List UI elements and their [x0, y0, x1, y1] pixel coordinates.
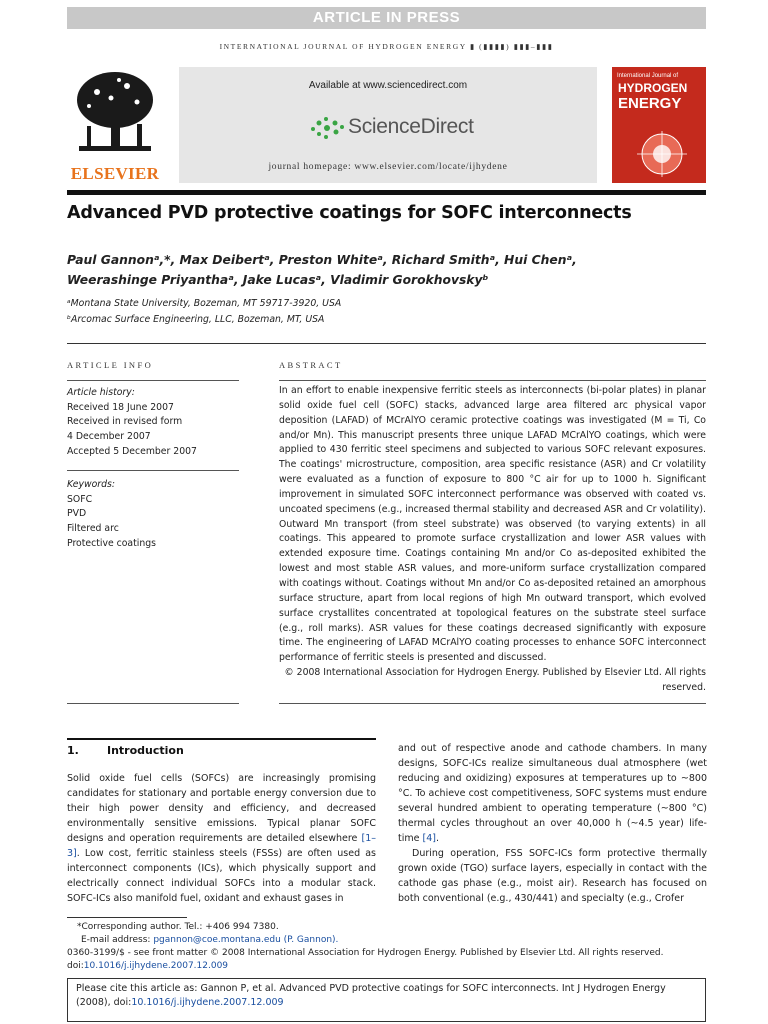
keywords — [67, 478, 239, 552]
corresponding-author: *Corresponding author. Tel.: +406 994 7380. — [77, 922, 279, 932]
article-title: Advanced PVD protective coatings for SOFC interconnects — [67, 203, 632, 223]
intro-text: . — [435, 833, 439, 844]
reference-link[interactable]: [4] — [422, 833, 436, 844]
article-info-heading: ARTICLE INFO — [67, 360, 154, 370]
section-number: 1. — [67, 744, 79, 757]
cover-small-text: International Journal of — [617, 73, 679, 79]
keyword-item: PVD — [67, 508, 87, 520]
keywords-label: Keywords: — [67, 479, 115, 490]
intro-right-column — [398, 741, 707, 906]
abstract-top-rule — [279, 380, 706, 381]
intro-text: Solid oxide fuel cells (SOFCs) are increasingly promising candidates for stationary and portable energy conversion due to their high power density and efficiency, and decreased environmentally sensitive emissions. Typical planar SOFC designs and operation requirements are detailed elsewhere — [67, 773, 376, 844]
doi-link[interactable]: 10.1016/j.ijhydene.2007.12.009 — [83, 961, 229, 971]
sciencedirect-logo-text: ScienceDirect — [348, 115, 474, 138]
journal-cover-image — [612, 67, 706, 183]
history-rule — [67, 470, 239, 471]
email-line — [67, 934, 706, 947]
doi-line — [67, 960, 706, 973]
footnotes — [67, 921, 706, 973]
affiliation-rule — [67, 343, 706, 344]
author-line-2: Weerashinge Priyanthaᵃ, Jake Lucasᵃ, Vladimir Gorokhovskyᵇ — [67, 273, 489, 287]
keywords-rule — [67, 703, 239, 704]
cover-graphic — [632, 129, 692, 179]
abstract-bottom-rule — [279, 703, 706, 704]
author-list — [67, 250, 706, 290]
email-label: E-mail address: — [81, 935, 154, 945]
history-item: Received 18 June 2007 — [67, 401, 174, 413]
intro-text: and out of respective anode and cathode chambers. In many designs, SOFC-ICs realize simultaneous dual atmosphere (wet reducing and oxidizing) exposures at temperatures up to ~800 °C. To achieve cost competitiveness, SOFC systems must endure several hundred ambient to operating temperature (~800 °C) thermal cycles throughout an over 40,000 h (~4.5 year) life-time — [398, 743, 707, 844]
doi-label: doi: — [67, 961, 84, 971]
header-rule — [67, 190, 706, 195]
abstract-text: In an effort to enable inexpensive ferritic steels as interconnects (bi-polar plates) in planar solid oxide fuel cell (SOFC) stacks, advanced large area filtered arc physical vapor deposition (LAFAD) of MCrAlYO ceramic protective coatings was investigated (M = Ti, Co and/or Mn). This manuscript presents three unique LAFAD MCrAlYO coatings, which were applied to 430 ferritic steel specimens and subjected to various SOFC relevant exposures. The coatings' microstructure, composition, area specific resistance (ASR) and Cr volatility were evaluated as a function of exposure to 800 °C air for up to 1000 h. Significant improvement in simulated SOFC interconnect performance was observed with coated vs. uncoated specimens (e.g., increased thermal stability and decreased ASR and Cr volatility). Outward Mn transport (from steel substrate) was observed (to varying extents) in all coatings. This appeared to promote surface crystallization and lower ASR values with extended exposure time. Coatings containing Mn and/or Co as-deposited exhibited the lowest and most stable ASR values, and more-uniform surface crystallization compared with coatings without. Coatings without Mn and/or Co as-deposited retained an amorphous surface structure, apart from local regions of high Mn outward transport, which evolved surface crystallites concentrated at topological features on the substrate steel surface (e.g., roll marks). ASR values for these coatings decreased significantly with exposure time. The engineering of LAFAD MCrAlYO coating processes to enhance SOFC interconnect performance of ferritic steels is presented and discussed. — [279, 385, 707, 664]
intro-text: . Low cost, ferritic stainless steels (FSSs) are often used as interconnect components (ICs), which physically support and electrically connect individual SOFCs into a modular stack. SOFC-ICs also manifold fuel, oxidant and exhaust gases in — [67, 848, 376, 904]
article-history — [67, 386, 239, 460]
cover-title-line1: HYDROGEN — [618, 81, 688, 95]
front-matter: 0360-3199/$ - see front matter © 2008 International Association for Hydrogen Energy. Published by Elsevier Ltd. All rights reserved. — [67, 948, 664, 958]
journal-running-header: INTERNATIONAL JOURNAL OF HYDROGEN ENERGY ▮ (▮▮▮▮) ▮▮▮–▮▮▮ — [219, 42, 554, 51]
history-item: Received in revised form — [67, 416, 183, 428]
history-label: Article history: — [67, 387, 135, 398]
history-item: 4 December 2007 — [67, 431, 151, 443]
citation-box — [67, 978, 706, 1022]
citation-doi-link[interactable]: 10.1016/j.ijhydene.2007.12.009 — [131, 997, 284, 1008]
intro-rule — [67, 738, 376, 740]
keyword-item: SOFC — [67, 493, 93, 505]
article-info-rule — [67, 380, 239, 381]
author-line-1: Paul Gannonᵃ,*, Max Deibertᵃ, Preston Whiteᵃ, Richard Smithᵃ, Hui Chenᵃ, — [67, 253, 577, 267]
cover-title-line2: ENERGY — [618, 95, 682, 112]
intro-paragraph-2: During operation, FSS SOFC-ICs form protective thermally grown oxide (TGO) surface layers, especially in contact with the cathode gas phase (e.g., moist air). Research has focused on both conventional (e.g., 430/441) and specialty (e.g., Crofer — [398, 848, 707, 904]
history-item: Accepted 5 December 2007 — [67, 445, 197, 457]
article-in-press-banner — [67, 7, 706, 29]
banner-text: ARTICLE IN PRESS — [312, 9, 461, 26]
section-title: Introduction — [107, 744, 184, 757]
email-link[interactable]: pgannon@coe.montana.edu (P. Gannon). — [153, 935, 339, 945]
abstract-body — [279, 384, 706, 696]
citation-text: Please cite this article as: Gannon P, et al. Advanced PVD protective coatings for SOFC interconnects. Int J Hydrogen Energy (2008), doi: — [76, 983, 666, 1008]
footnote-rule — [67, 917, 187, 918]
availability-text: Available at www.sciencedirect.com — [308, 80, 468, 91]
publisher-name: ELSEVIER — [70, 164, 160, 183]
keyword-item: Filtered arc — [67, 523, 119, 535]
intro-left-column — [67, 771, 376, 906]
abstract-heading: ABSTRACT — [279, 360, 343, 370]
abstract-copyright: © 2008 International Association for Hydrogen Energy. Published by Elsevier Ltd. All rights reserved. — [284, 667, 706, 693]
section-heading — [67, 744, 184, 757]
journal-homepage: journal homepage: www.elsevier.com/locate/ijhydene — [268, 162, 508, 172]
affiliation-a: ᵃMontana State University, Bozeman, MT 59717-3920, USA — [67, 298, 342, 309]
affiliation-b: ᵇArcomac Surface Engineering, LLC, Bozeman, MT, USA — [67, 314, 325, 325]
sciencedirect-dots-icon — [309, 115, 345, 141]
keyword-item: Protective coatings — [67, 537, 156, 549]
reference-link[interactable]: [1–3] — [67, 833, 376, 859]
